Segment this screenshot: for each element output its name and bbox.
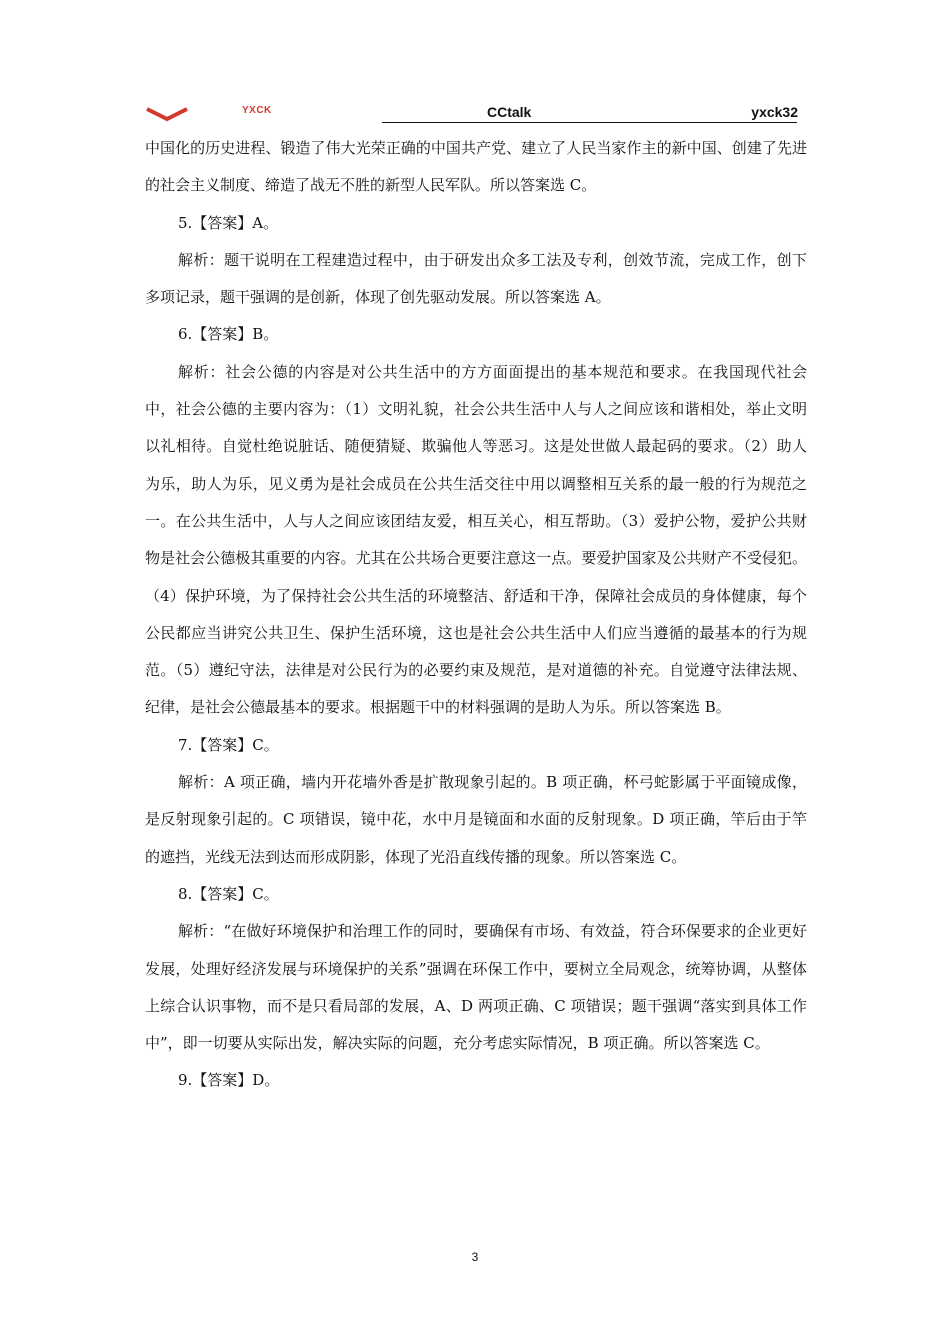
paragraph: 6.【答案】B。 [178,325,279,344]
page-header [145,100,805,126]
paragraph: 解析：题干说明在工程建造过程中，由于研发出众多工法及专利，创效节流，完成工作，创下多项记录，题干强调的是创新，体现了创先驱动发展。所以答案选 A。 [145,250,807,307]
page-number: 3 [471,1250,479,1264]
paragraph: 5.【答案】A。 [178,213,279,232]
paragraph: 9.【答案】D。 [178,1071,280,1090]
brand-logo-icon [145,106,189,122]
paragraph: 7.【答案】C。 [178,735,279,754]
paragraph: 8.【答案】C。 [178,884,279,903]
header-right-text: yxck32 [751,104,798,120]
paragraph: 解析：“在做好环境保护和治理工作的同时，要确保有市场、有效益，符合环保要求的企业更好发展，处理好经济发展与环境保护的关系”强调在环保工作中，要树立全局观念，统筹协调，从整体上综合认识事物，而不是只看局部的发展，A、D 两项正确、C 项错误；题干强调“落实到具体工作中”，即一切要从实际出发，解决实际的问题，充分考虑实际情况，B 项正确。所以答案选 C。 [145,922,807,1053]
document-body [145,130,807,1100]
brand-name: YXCK [242,105,272,116]
paragraph: 解析：A 项正确，墙内开花墙外香是扩散现象引起的。B 项正确，杯弓蛇影属于平面镜成像，是反射现象引起的。C 项错误，镜中花，水中月是镜面和水面的反射现象。D 项正确，竿后由于竿的遮挡，光线无法到达而形成阴影，体现了光沿直线传播的现象。所以答案选 C。 [145,773,807,866]
paragraph: 解析：社会公德的内容是对公共生活中的方方面面提出的基本规范和要求。在我国现代社会中，社会公德的主要内容为：（1）文明礼貌，社会公共生活中人与人之间应该和谐相处，举止文明以礼相待。自觉杜绝说脏话、随便猜疑、欺骗他人等恶习。这是处世做人最起码的要求。（2）助人为乐，助人为乐，见义勇为是社会成员在公共生活交往中用以调整相互关系的最一般的行为规范之一。在公共生活中，人与人之间应该团结友爱，相互关心，相互帮助。（3）爱护公物，爱护公共财物是社会公德极其重要的内容。尤其在公共场合更要注意这一点。要爱护国家及公共财产不受侵犯。（4）保护环境，为了保持社会公共生活的环境整洁、舒适和干净，保障社会成员的身体健康，每个公民都应当讲究公共卫生、保护生活环境，这也是社会公共生活中人们应当遵循的最基本的行为规范。（5）遵纪守法，法律是对公民行为的必要约束及规范，是对道德的补充。自觉遵守法律法规、纪律，是社会公德最基本的要求。根据题干中的材料强调的是助人为乐。所以答案选 B。 [145,362,807,717]
paragraph: 中国化的历史进程、锻造了伟大光荣正确的中国共产党、建立了人民当家作主的新中国、创建了先进的社会主义制度、缔造了战无不胜的新型人民军队。所以答案选 C。 [145,139,807,195]
header-center-text: CCtalk [487,104,532,120]
header-rule [382,122,797,123]
